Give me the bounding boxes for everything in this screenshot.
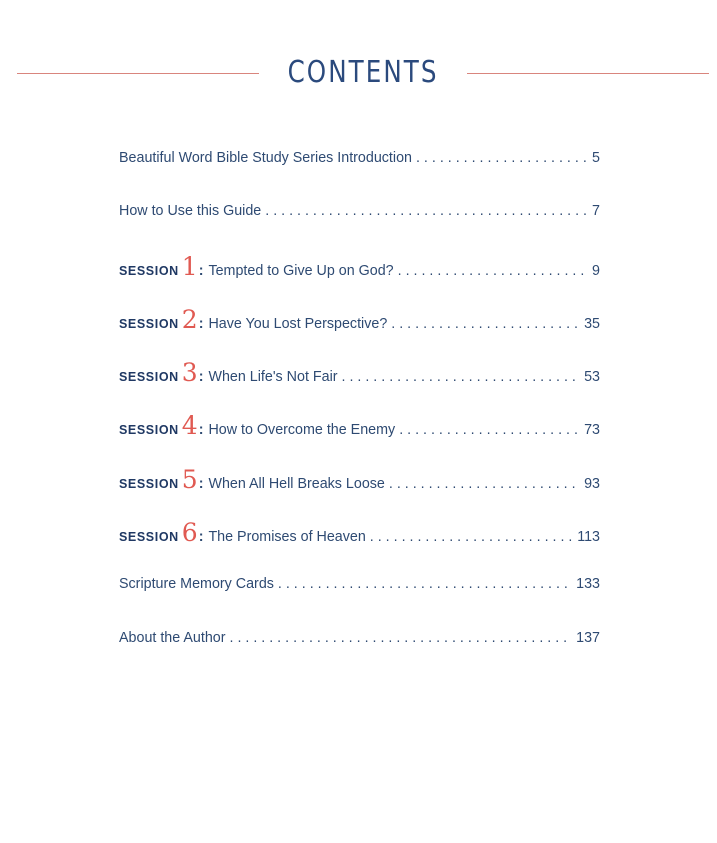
- dot-leader: [399, 422, 580, 438]
- session-colon: :: [198, 475, 204, 492]
- page-number: 5: [592, 150, 600, 166]
- entry-label: [119, 518, 366, 548]
- dot-leader: [391, 316, 580, 332]
- entry-title: Tempted to Give Up on God?: [208, 262, 394, 279]
- session-number: 1: [181, 251, 198, 281]
- session-word: SESSION: [119, 476, 179, 491]
- entry-title: When All Hell Breaks Loose: [208, 475, 385, 492]
- entry-title: How to Use this Guide: [119, 203, 262, 220]
- page-number: 53: [584, 369, 600, 386]
- left-divider-line: [17, 73, 259, 74]
- session-word: SESSION: [119, 423, 179, 438]
- dot-leader: [265, 203, 588, 219]
- dot-leader: [389, 476, 580, 492]
- toc-entry-session-2[interactable]: [119, 304, 600, 363]
- page-title: CONTENTS: [287, 55, 439, 90]
- session-number: 4: [181, 411, 198, 441]
- entry-label: [119, 251, 394, 281]
- toc-entry-how-to-use[interactable]: [119, 203, 600, 256]
- page-number: 133: [576, 576, 600, 593]
- dot-leader: [398, 263, 588, 279]
- entry-title: When Life's Not Fair: [208, 369, 338, 386]
- toc-entry-about-author[interactable]: [119, 630, 600, 683]
- session-number: 5: [181, 464, 198, 494]
- right-divider-line: [467, 73, 709, 74]
- session-word: SESSION: [119, 316, 179, 331]
- dot-leader: [416, 150, 588, 166]
- entry-label: [119, 411, 396, 441]
- page-number: 35: [584, 315, 600, 332]
- toc-entry-session-5[interactable]: [119, 464, 600, 523]
- entry-label: [119, 304, 388, 334]
- page-number: 7: [592, 203, 600, 220]
- session-colon: :: [198, 315, 204, 332]
- page-number: 137: [576, 629, 600, 646]
- toc-entry-session-6[interactable]: [119, 518, 600, 576]
- session-colon: :: [198, 422, 204, 439]
- dot-leader: [370, 529, 573, 545]
- toc-entry-session-4[interactable]: [119, 411, 600, 469]
- dot-leader: [230, 630, 573, 646]
- toc-entry-introduction[interactable]: [119, 150, 600, 203]
- session-number: 6: [181, 518, 198, 548]
- entry-label: [119, 464, 385, 494]
- session-colon: :: [198, 369, 204, 386]
- entry-title: About the Author: [119, 629, 226, 646]
- page-number: 73: [584, 422, 600, 439]
- session-number: 3: [181, 358, 198, 388]
- entry-title: The Promises of Heaven: [208, 529, 366, 546]
- page-number: 113: [577, 529, 600, 546]
- session-colon: :: [198, 529, 204, 546]
- session-word: SESSION: [119, 370, 179, 385]
- entry-title: Have You Lost Perspective?: [208, 315, 388, 332]
- dot-leader: [342, 369, 581, 385]
- session-number: 2: [181, 304, 198, 334]
- session-word: SESSION: [119, 263, 179, 278]
- entry-title: Scripture Memory Cards: [119, 576, 274, 593]
- session-colon: :: [198, 262, 204, 279]
- toc-entry-session-1[interactable]: [119, 251, 600, 310]
- toc-entry-scripture-cards[interactable]: [119, 576, 600, 629]
- table-of-contents: [119, 150, 600, 683]
- contents-header: [17, 50, 709, 96]
- entry-title: How to Overcome the Enemy: [208, 422, 396, 439]
- page-number: 9: [592, 262, 600, 279]
- dot-leader: [278, 576, 572, 592]
- toc-entry-session-3[interactable]: [119, 358, 600, 416]
- page-number: 93: [584, 475, 600, 492]
- session-word: SESSION: [119, 530, 179, 545]
- entry-title: Beautiful Word Bible Study Series Introduction: [119, 150, 412, 166]
- entry-label: [119, 358, 338, 388]
